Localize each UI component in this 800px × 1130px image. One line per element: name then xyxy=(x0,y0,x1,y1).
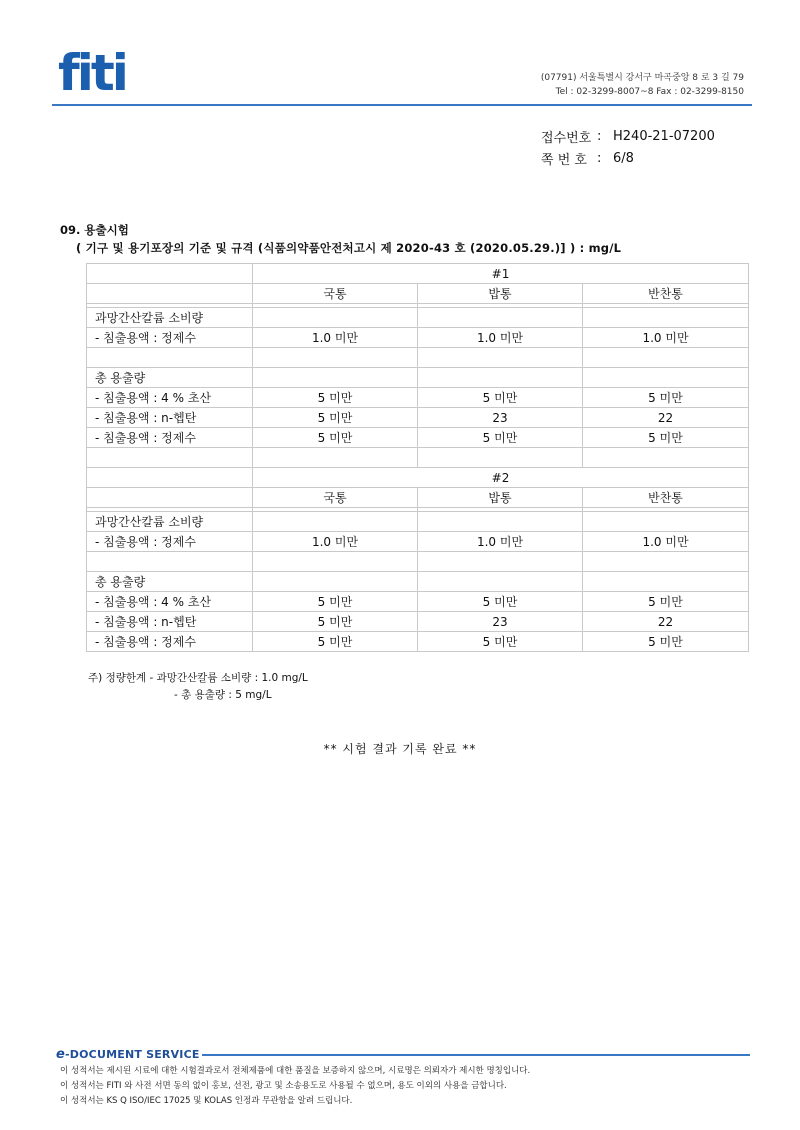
table-cell: 1.0 미만 xyxy=(418,328,583,348)
table-cell: 1.0 미만 xyxy=(418,532,583,552)
receipt-number-row xyxy=(541,125,715,147)
table-row xyxy=(87,428,749,448)
group-label-row xyxy=(87,368,749,388)
row-label: - 침출용액 : n-헵탄 xyxy=(87,408,253,428)
table-cell xyxy=(87,468,253,488)
table-cell xyxy=(87,488,253,508)
group-label: 과망간산칼륨 소비량 xyxy=(87,308,253,328)
empty-row xyxy=(87,348,749,368)
table-cell: 22 xyxy=(583,408,749,428)
page-number-row xyxy=(541,147,715,169)
table-cell: 5 미만 xyxy=(253,612,418,632)
footer-divider xyxy=(202,1054,750,1056)
sample-header-row xyxy=(87,264,749,284)
group-label: 과망간산칼륨 소비량 xyxy=(87,512,253,532)
table-cell: 5 미만 xyxy=(418,428,583,448)
table-cell: 23 xyxy=(418,612,583,632)
receipt-number-sep: : xyxy=(597,128,602,144)
receipt-info xyxy=(541,125,715,169)
table-cell: 1.0 미만 xyxy=(583,532,749,552)
receipt-number-label: 접수번호 xyxy=(541,130,592,146)
column-header: 국통 xyxy=(253,488,418,508)
table-cell: 1.0 미만 xyxy=(253,328,418,348)
results-table xyxy=(86,263,749,652)
row-label: - 침출용액 : n-헵탄 xyxy=(87,612,253,632)
group-label-row xyxy=(87,308,749,328)
table-row xyxy=(87,388,749,408)
column-header: 반찬통 xyxy=(583,488,749,508)
table-row xyxy=(87,408,749,428)
table-row xyxy=(87,612,749,632)
table-cell: 1.0 미만 xyxy=(583,328,749,348)
company-address: (07791) 서울특별시 강서구 마곡중앙 8 로 3 길 79 xyxy=(540,73,744,83)
table-cell: 5 미만 xyxy=(253,592,418,612)
table-cell: 5 미만 xyxy=(253,408,418,428)
fiti-logo xyxy=(58,48,180,96)
table-cell: 1.0 미만 xyxy=(253,532,418,552)
e-document-service-label xyxy=(56,1047,200,1062)
section-subtitle: ( 기구 및 용기포장의 기준 및 규격 (식품의약품안전처고시 제 2020-43 호 (2020.05.29.)] ) : mg/L xyxy=(76,241,622,255)
table-cell: 5 미만 xyxy=(253,388,418,408)
row-label: - 침출용액 : 4 % 초산 xyxy=(87,388,253,408)
table-cell: 5 미만 xyxy=(253,632,418,652)
end-of-results: ** 시험 결과 기록 완료 ** xyxy=(323,742,477,756)
row-label: - 침출용액 : 4 % 초산 xyxy=(87,592,253,612)
sample-header-row xyxy=(87,468,749,488)
page-number-value: 6/8 xyxy=(613,150,634,166)
table-row xyxy=(87,632,749,652)
detection-limit-note-2: - 총 용출량 : 5 mg/L xyxy=(174,689,272,701)
receipt-number-value: H240-21-07200 xyxy=(613,128,715,144)
header-divider xyxy=(52,104,752,106)
page-number-sep: : xyxy=(597,150,602,166)
table-cell: 23 xyxy=(418,408,583,428)
table-cell xyxy=(87,284,253,304)
table-cell: 22 xyxy=(583,612,749,632)
table-row xyxy=(87,328,749,348)
column-header: 밥통 xyxy=(418,488,583,508)
table-cell: 5 미만 xyxy=(583,592,749,612)
column-header-row xyxy=(87,488,749,508)
detection-limit-note: 주) 정량한계 - 과망간산칼륨 소비량 : 1.0 mg/L xyxy=(88,672,308,684)
row-label: - 침출용액 : 정제수 xyxy=(87,328,253,348)
table-row xyxy=(87,592,749,612)
row-label: - 침출용액 : 정제수 xyxy=(87,532,253,552)
section-title: 09. 용출시험 xyxy=(60,223,129,237)
table-row xyxy=(87,532,749,552)
table-cell: 5 미만 xyxy=(418,592,583,612)
logo-text: fiti xyxy=(58,48,126,96)
group-label-row xyxy=(87,572,749,592)
table-cell: 5 미만 xyxy=(418,388,583,408)
group-label: 총 용출량 xyxy=(87,572,253,592)
table-cell: 5 미만 xyxy=(583,388,749,408)
footer-disclaimer: 이 성적서는 제시된 시료에 대한 시험결과로서 전체제품에 대한 품질을 보증하지 않으며, 시료명은 의뢰자가 제시한 명칭입니다. xyxy=(60,1066,531,1076)
table-cell: 5 미만 xyxy=(583,632,749,652)
e-prefix: e xyxy=(56,1047,66,1062)
company-contact: Tel : 02-3299-8007~8 Fax : 02-3299-8150 xyxy=(555,87,744,97)
row-label: - 침출용액 : 정제수 xyxy=(87,632,253,652)
sample-id: #2 xyxy=(253,468,749,488)
empty-row xyxy=(87,552,749,572)
group-label-row xyxy=(87,512,749,532)
table-cell: 5 미만 xyxy=(253,428,418,448)
table-cell: 5 미만 xyxy=(418,632,583,652)
column-header-row xyxy=(87,284,749,304)
footer-disclaimer: 이 성적서는 FITI 와 사전 서면 동의 없이 홍보, 선전, 광고 및 소송용도로 사용될 수 없으며, 용도 이외의 사용을 금합니다. xyxy=(60,1081,507,1091)
row-label: - 침출용액 : 정제수 xyxy=(87,428,253,448)
table-cell xyxy=(87,264,253,284)
service-label: -DOCUMENT SERVICE xyxy=(65,1048,200,1061)
sample-id: #1 xyxy=(253,264,749,284)
column-header: 반찬통 xyxy=(583,284,749,304)
table-cell: 5 미만 xyxy=(583,428,749,448)
footer-disclaimer: 이 성적서는 KS Q ISO/IEC 17025 및 KOLAS 인정과 무관함을 알려 드립니다. xyxy=(60,1096,353,1106)
empty-row xyxy=(87,448,749,468)
column-header: 밥통 xyxy=(418,284,583,304)
column-header: 국통 xyxy=(253,284,418,304)
page-number-label: 쪽 번 호 xyxy=(541,152,587,168)
group-label: 총 용출량 xyxy=(87,368,253,388)
